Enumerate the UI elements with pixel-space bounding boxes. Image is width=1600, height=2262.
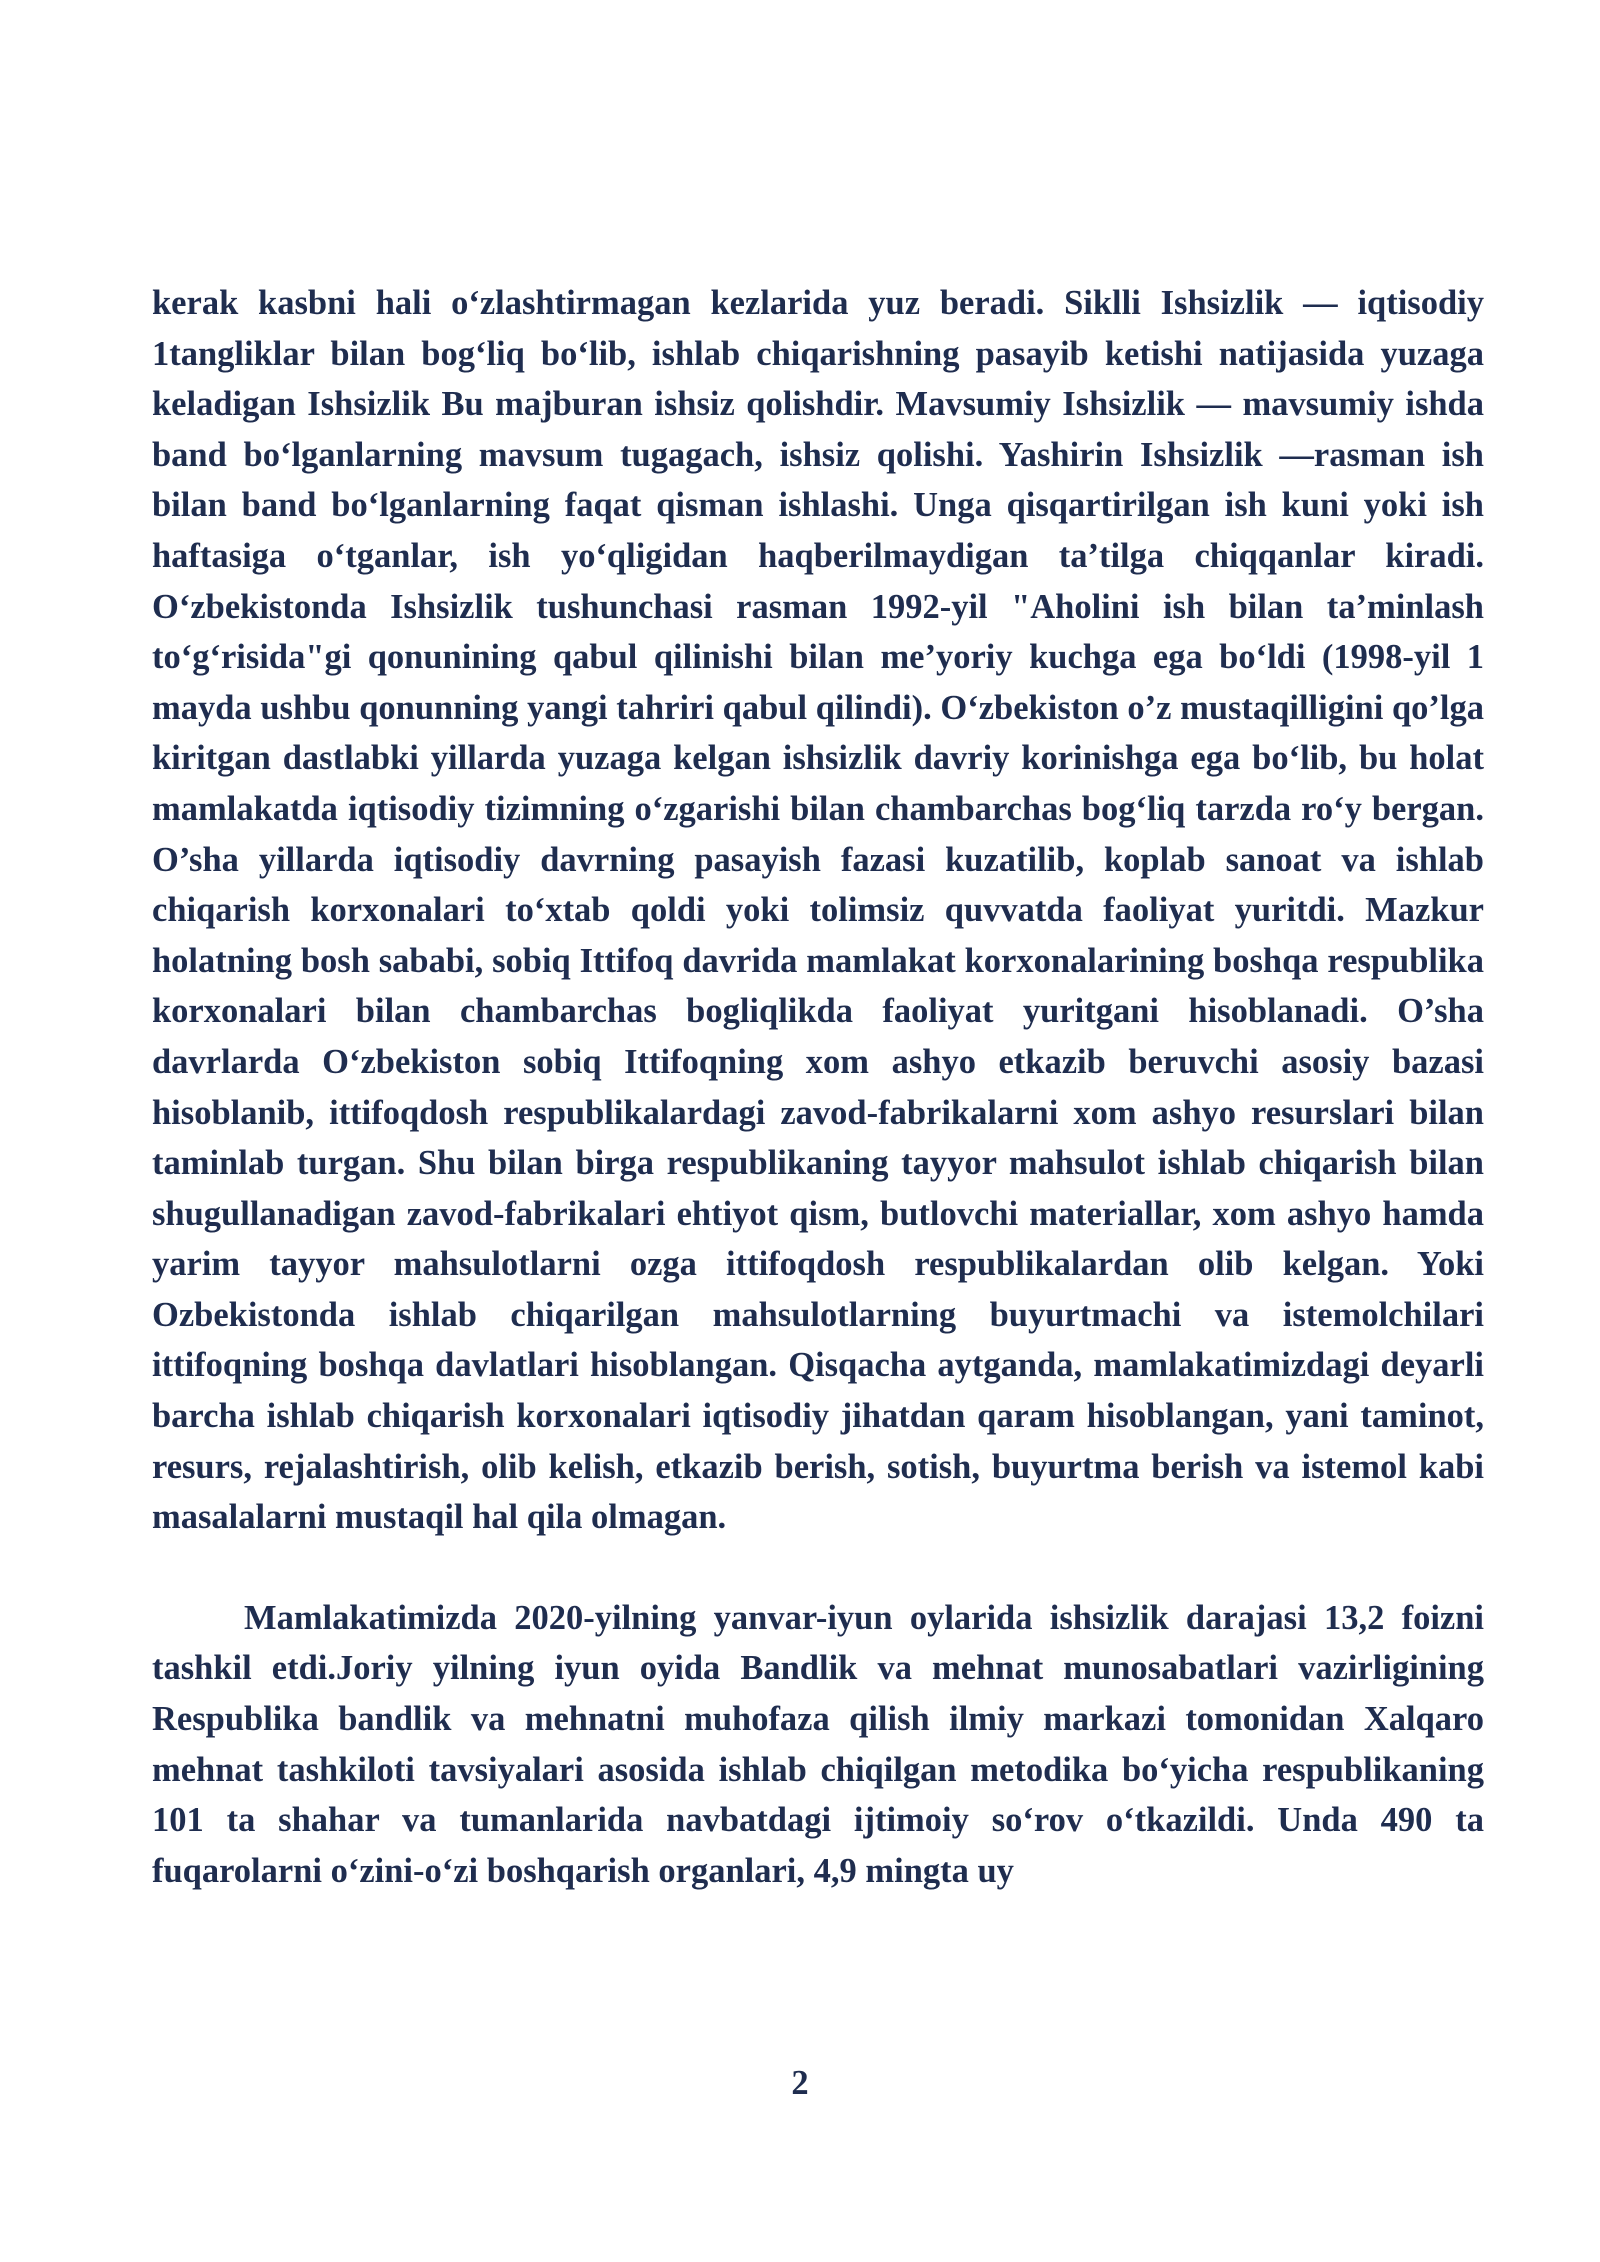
paragraph-spacer (152, 1543, 1484, 1593)
document-body (152, 278, 1484, 1896)
page-number: 2 (791, 2064, 809, 2102)
paragraph-unemployment-rate-2020: Mamlakatimizda 2020-yilning yanvar-iyun oylarida ishsizlik darajasi 13,2 foizni tashkil etdi.Joriy yilning iyun oyida Bandlik va mehnat munosabatlari vazirligining Respublika bandlik va mehnatni muhofaza qilish ilmiy markazi tomonidan Xalqaro mehnat tashkiloti tavsiyalari asosida ishlab chiqilgan metodika bo‘yicha respublikaning 101 ta shahar va tumanlarida navbatdagi ijtimoiy so‘rov o‘tkazildi. Unda 490 ta fuqarolarni o‘zini-o‘zi boshqarish organlari, 4,9 mingta uy (152, 1598, 1484, 1890)
paragraph-unemployment-types: kerak kasbni hali o‘zlashtirmagan kezlarida yuz beradi. Siklli Ishsizlik — iqtisodiy 1tangliklar bilan bog‘liq bo‘lib, ishlab chiqarishning pasayib ketishi natijasida yuzaga keladigan Ishsizlik Bu majburan ishsiz qolishdir. Mavsumiy Ishsizlik — mavsumiy ishda band bo‘lganlarning mavsum tugagach, ishsiz qolishi. Yashirin Ishsizlik —rasman ish bilan band bo‘lganlarning faqat qisman ishlashi. Unga qisqartirilgan ish kuni yoki ish haftasiga o‘tganlar, ish yo‘qligidan haqberilmaydigan ta’tilga chiqqanlar kiradi. O‘zbekistonda Ishsizlik tushunchasi rasman 1992-yil "Aholini ish bilan ta’minlash to‘g‘risida"gi qonunining qabul qilinishi bilan me’yoriy kuchga ega bo‘ldi (1998-yil 1 mayda ushbu qonunning yangi tahriri qabul qilindi). O‘zbekiston o’z mustaqilligini qo’lga kiritgan dastlabki yillarda yuzaga kelgan ishsizlik davriy korinishga ega bo‘lib, bu holat mamlakatda iqtisodiy tizimning o‘zgarishi bilan chambarchas bog‘liq tarzda ro‘y bergan. O’sha yillarda iqtisodiy davrning pasayish fazasi kuzatilib, koplab sanoat va ishlab chiqarish korxonalari to‘xtab qoldi yoki tolimsiz quvvatda faoliyat yuritdi. Mazkur holatning bosh sababi, sobiq Ittifoq davrida mamlakat korxonalarining boshqa respublika korxonalari bilan chambarchas bogliqlikda faoliyat yuritgani hisoblanadi. O’sha davrlarda O‘zbekiston sobiq Ittifoqning xom ashyo etkazib beruvchi asosiy bazasi hisoblanib, ittifoqdosh respublikalardagi zavod-fabrikalarni xom ashyo resurslari bilan taminlab turgan. Shu bilan birga respublikaning tayyor mahsulot ishlab chiqarish bilan shugullanadigan zavod-fabrikalari ehtiyot qism, butlovchi materiallar, xom ashyo hamda yarim tayyor mahsulotlarni ozga ittifoqdosh respublikalardan olib kelgan. Yoki Ozbekistonda ishlab chiqarilgan mahsulotlarning buyurtmachi va istemolchilari ittifoqning boshqa davlatlari hisoblangan. Qisqacha aytganda, mamlakatimizdagi deyarli barcha ishlab chiqarish korxonalari iqtisodiy jihatdan qaram hisoblangan, yani taminot, resurs, rejalashtirish, olib kelish, etkazib berish, sotish, buyurtma berish va istemol kabi masalalarni mustaqil hal qila olmagan. (152, 284, 1484, 1537)
